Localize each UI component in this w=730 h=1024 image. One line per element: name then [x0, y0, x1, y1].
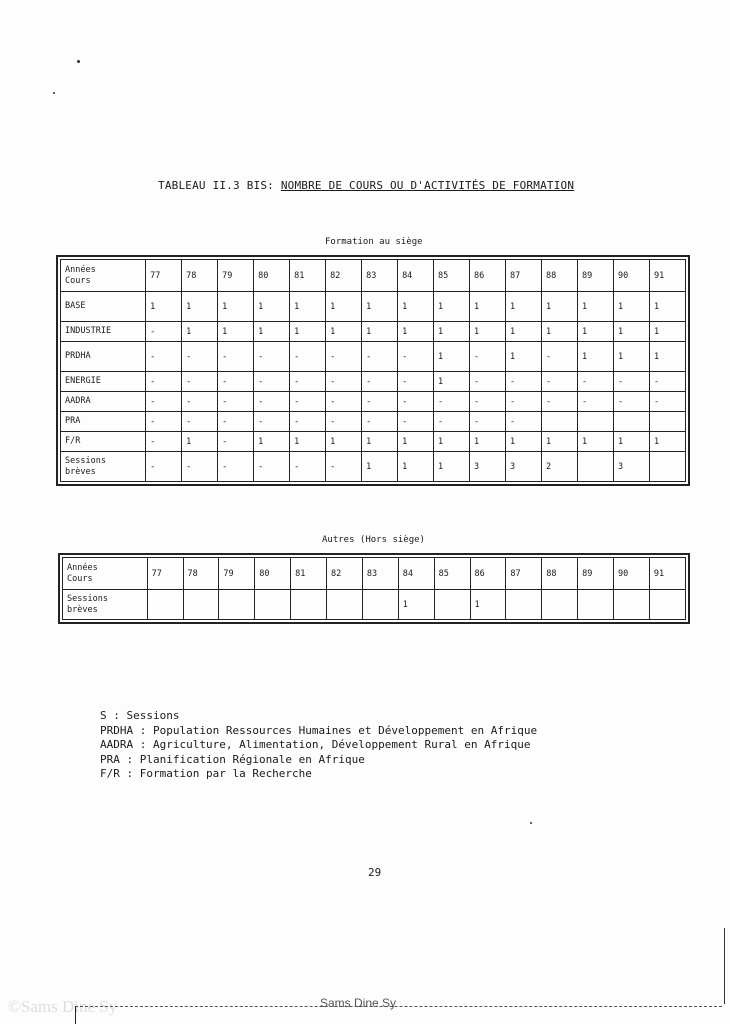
table-cell — [183, 590, 219, 620]
table-cell: - — [254, 372, 290, 392]
table-cell: - — [470, 392, 506, 412]
table-cell: 1 — [577, 322, 613, 342]
table-cell: 1 — [613, 432, 649, 452]
table-cell — [327, 590, 363, 620]
table-cell — [219, 590, 255, 620]
table-cell: - — [254, 412, 290, 432]
table-cell: 1 — [542, 432, 578, 452]
table-cell: - — [506, 412, 542, 432]
table-cell: - — [326, 372, 362, 392]
table-cell — [578, 590, 614, 620]
table-cell: 1 — [254, 322, 290, 342]
row-label: Sessions brèves — [61, 452, 146, 482]
row-label: INDUSTRIE — [61, 322, 146, 342]
table-cell: 3 — [470, 452, 506, 482]
table-cell: 1 — [649, 342, 685, 372]
table-cell: 1 — [470, 292, 506, 322]
year-header-cell: 79 — [219, 558, 255, 590]
table-cell: 1 — [146, 292, 182, 322]
year-header-cell: 80 — [255, 558, 291, 590]
table-cell: 1 — [362, 292, 398, 322]
footer-line — [75, 1006, 722, 1007]
table-cell: 1 — [470, 322, 506, 342]
table-header-row — [63, 558, 686, 590]
table-cell: 1 — [577, 342, 613, 372]
table-cell: - — [649, 372, 685, 392]
table-cell: 1 — [398, 292, 434, 322]
year-header-cell: 81 — [290, 260, 326, 292]
table-cell: - — [470, 372, 506, 392]
table1-caption: Formation au siège — [325, 237, 423, 247]
table-cell — [577, 452, 613, 482]
table-cell: 1 — [649, 322, 685, 342]
table-cell: 1 — [613, 322, 649, 342]
year-header-cell: 85 — [434, 558, 470, 590]
table-cell: - — [434, 392, 470, 412]
table-cell: 1 — [542, 292, 578, 322]
year-header-cell: 85 — [434, 260, 470, 292]
table-cell — [577, 412, 613, 432]
table-cell: - — [146, 432, 182, 452]
table-cell: - — [182, 452, 218, 482]
year-header-cell: 83 — [362, 260, 398, 292]
table-cell: 1 — [326, 292, 362, 322]
table-row — [61, 412, 686, 432]
table-cell: - — [290, 412, 326, 432]
table-cell: 1 — [649, 292, 685, 322]
table-cell: - — [649, 392, 685, 412]
table-cell: 1 — [577, 432, 613, 452]
hors-siege-table — [62, 557, 686, 620]
table-cell: - — [470, 412, 506, 432]
year-header-cell: 80 — [254, 260, 290, 292]
table-cell: 1 — [362, 322, 398, 342]
table-cell — [542, 412, 578, 432]
table-cell: 1 — [470, 590, 506, 620]
table-cell: - — [362, 372, 398, 392]
table-cell: 1 — [362, 452, 398, 482]
table-cell: 1 — [506, 292, 542, 322]
table-cell: 1 — [470, 432, 506, 452]
year-header-cell: 88 — [542, 260, 578, 292]
year-header-cell: 90 — [613, 260, 649, 292]
table-cell: 1 — [577, 292, 613, 322]
table-cell: 1 — [398, 590, 434, 620]
year-header-cell: 84 — [398, 260, 434, 292]
table-cell: 1 — [613, 292, 649, 322]
table-cell: 1 — [434, 432, 470, 452]
year-header-cell: 79 — [218, 260, 254, 292]
table-cell: - — [254, 342, 290, 372]
year-header-cell: 86 — [470, 260, 506, 292]
table-cell: 1 — [326, 322, 362, 342]
legend-line: PRDHA : Population Ressources Humaines et Développement en Afrique — [100, 723, 538, 737]
year-header-cell: 89 — [577, 260, 613, 292]
table-row — [61, 452, 686, 482]
table-cell: - — [506, 392, 542, 412]
row-header-label: Années Cours — [63, 558, 148, 590]
table-cell: 1 — [434, 292, 470, 322]
table-cell — [147, 590, 183, 620]
table-cell: - — [362, 392, 398, 412]
table-cell: - — [326, 342, 362, 372]
table-cell: 1 — [182, 292, 218, 322]
footer-tick — [75, 1006, 76, 1024]
table-cell: - — [362, 412, 398, 432]
table-cell: - — [218, 432, 254, 452]
table-cell: 1 — [326, 432, 362, 452]
table-cell: - — [290, 452, 326, 482]
year-header-cell: 78 — [182, 260, 218, 292]
page-edge-line — [724, 928, 725, 1004]
table-cell — [542, 590, 578, 620]
table-cell — [649, 412, 685, 432]
year-header-cell: 78 — [183, 558, 219, 590]
table-cell: - — [182, 372, 218, 392]
table-cell: - — [470, 342, 506, 372]
table-cell — [291, 590, 327, 620]
year-header-cell: 86 — [470, 558, 506, 590]
table-cell: 1 — [434, 322, 470, 342]
table-cell: - — [146, 342, 182, 372]
table-cell: 1 — [613, 342, 649, 372]
table-row — [61, 292, 686, 322]
table-cell: - — [398, 342, 434, 372]
table-cell: - — [254, 392, 290, 412]
table-row — [61, 322, 686, 342]
table-cell: 1 — [434, 372, 470, 392]
table-cell: - — [398, 392, 434, 412]
year-header-cell: 87 — [506, 260, 542, 292]
footer-signature: Sams Dine Sy — [320, 996, 397, 1010]
title-underlined: NOMBRE DE COURS OU D'ACTIVITÉS DE FORMATION — [280, 179, 575, 192]
table-row — [61, 372, 686, 392]
table-cell: - — [146, 372, 182, 392]
row-label: PRDHA — [61, 342, 146, 372]
table-cell: - — [434, 412, 470, 432]
table-cell: 1 — [290, 432, 326, 452]
table-row — [61, 392, 686, 412]
table-cell: - — [182, 392, 218, 412]
table-cell — [649, 452, 685, 482]
year-header-cell: 84 — [398, 558, 434, 590]
table-cell: - — [146, 322, 182, 342]
table-cell: 1 — [218, 322, 254, 342]
row-label: BASE — [61, 292, 146, 322]
table-cell: - — [326, 392, 362, 412]
table-cell: - — [542, 342, 578, 372]
table2-caption: Autres (Hors siège) — [322, 535, 425, 545]
table-cell — [506, 590, 542, 620]
table-cell: - — [362, 342, 398, 372]
legend-line: F/R : Formation par la Recherche — [100, 767, 312, 780]
table-cell: - — [146, 452, 182, 482]
year-header-cell: 88 — [542, 558, 578, 590]
row-label: AADRA — [61, 392, 146, 412]
table-cell: - — [218, 372, 254, 392]
table-cell: 1 — [506, 322, 542, 342]
row-label: F/R — [61, 432, 146, 452]
year-header-cell: 83 — [362, 558, 398, 590]
table-cell — [614, 590, 650, 620]
title-prefix: TABLEAU II.3 BIS: — [158, 179, 281, 192]
table-cell: - — [506, 372, 542, 392]
table-cell: - — [542, 392, 578, 412]
table-cell: 1 — [362, 432, 398, 452]
table-cell: - — [326, 452, 362, 482]
year-header-cell: 89 — [578, 558, 614, 590]
table-cell — [613, 412, 649, 432]
table-cell: - — [218, 412, 254, 432]
table-cell — [255, 590, 291, 620]
year-header-cell: 91 — [649, 558, 685, 590]
table-row — [61, 432, 686, 452]
table-cell: - — [218, 452, 254, 482]
table-cell: 1 — [506, 432, 542, 452]
table-cell: 1 — [398, 452, 434, 482]
table-cell: - — [326, 412, 362, 432]
table-cell: - — [182, 342, 218, 372]
table-cell: 1 — [434, 342, 470, 372]
table-cell: 3 — [506, 452, 542, 482]
table-cell: 3 — [613, 452, 649, 482]
row-label: PRA — [61, 412, 146, 432]
legend — [100, 709, 537, 782]
scan-speck — [77, 60, 80, 63]
scan-speck — [530, 822, 532, 824]
year-header-cell: 77 — [147, 558, 183, 590]
year-header-cell: 77 — [146, 260, 182, 292]
table-cell: - — [542, 372, 578, 392]
table-cell: - — [290, 392, 326, 412]
row-header-label: Années Cours — [61, 260, 146, 292]
table-row — [61, 342, 686, 372]
table-cell: - — [146, 392, 182, 412]
table-row — [63, 590, 686, 620]
scan-speck — [53, 92, 55, 94]
table-cell: 1 — [290, 292, 326, 322]
table-cell: 2 — [542, 452, 578, 482]
table-cell: 1 — [218, 292, 254, 322]
table-cell: 1 — [398, 432, 434, 452]
table-cell: 1 — [254, 432, 290, 452]
table-cell: 1 — [182, 432, 218, 452]
table-cell: - — [218, 342, 254, 372]
table-cell: - — [146, 412, 182, 432]
table-cell: 1 — [254, 292, 290, 322]
year-header-cell: 87 — [506, 558, 542, 590]
table-cell: 1 — [398, 322, 434, 342]
table-cell: - — [290, 342, 326, 372]
watermark: ©Sams Dine Sy — [8, 997, 118, 1016]
year-header-cell: 82 — [327, 558, 363, 590]
table-header-row — [61, 260, 686, 292]
table-cell: 1 — [542, 322, 578, 342]
table-cell: 1 — [506, 342, 542, 372]
row-label: Sessions brèves — [63, 590, 148, 620]
legend-line: PRA : Planification Régionale en Afrique — [100, 752, 365, 766]
row-label: ENERGIE — [61, 372, 146, 392]
page-number: 29 — [368, 866, 382, 879]
table-cell: - — [613, 392, 649, 412]
table-cell: - — [218, 392, 254, 412]
table-cell — [362, 590, 398, 620]
table-cell: 1 — [434, 452, 470, 482]
table-cell: - — [290, 372, 326, 392]
table-cell: - — [398, 412, 434, 432]
table-cell: 1 — [182, 322, 218, 342]
year-header-cell: 82 — [326, 260, 362, 292]
year-header-cell: 81 — [291, 558, 327, 590]
table-cell: - — [398, 372, 434, 392]
table-cell: 1 — [290, 322, 326, 342]
table-cell: - — [577, 372, 613, 392]
table-cell — [434, 590, 470, 620]
table-cell: - — [254, 452, 290, 482]
year-header-cell: 90 — [614, 558, 650, 590]
legend-line: AADRA : Agriculture, Alimentation, Développement Rural en Afrique — [100, 738, 531, 751]
formation-siege-table — [60, 259, 686, 482]
table-cell: 1 — [649, 432, 685, 452]
table-cell: - — [182, 412, 218, 432]
table-title — [158, 179, 574, 192]
legend-line: S : Sessions — [100, 709, 180, 722]
year-header-cell: 91 — [649, 260, 685, 292]
table-cell: - — [577, 392, 613, 412]
table-cell — [649, 590, 685, 620]
table-cell: - — [613, 372, 649, 392]
